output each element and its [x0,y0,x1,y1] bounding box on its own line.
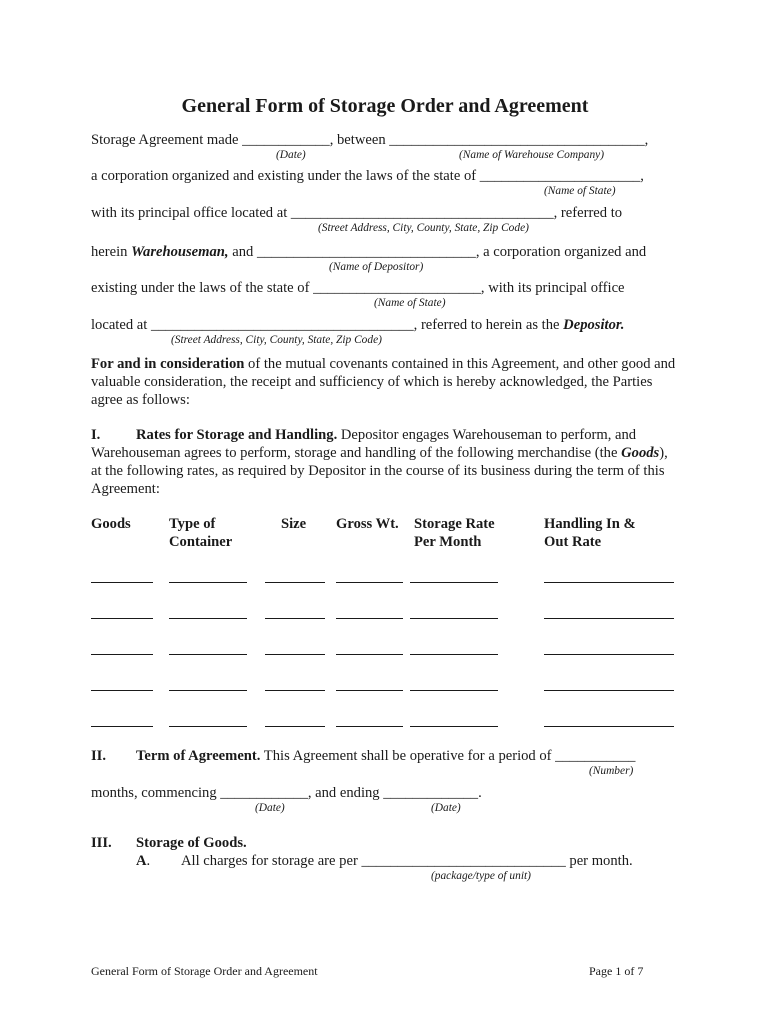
warehouseman-term: Warehouseman, [131,244,229,260]
intro-line-4 [91,243,646,261]
blank-line[interactable] [91,690,153,691]
section-1-paragraph [91,426,681,498]
blank-line[interactable] [410,726,498,727]
caption-address: (Street Address, City, County, State, Zip Code) [318,222,529,234]
blank-line[interactable] [169,654,247,655]
blank-line[interactable] [336,618,403,619]
section-3-number: III. [91,835,112,851]
col-header-storage-rate-l2: Per Month [414,534,482,550]
col-header-container-l2: Container [169,534,233,550]
caption-state-2: (Name of State) [374,297,446,309]
blank-line[interactable] [169,726,247,727]
blank-line[interactable] [91,582,153,583]
col-header-storage-rate-l1: Storage Rate [414,516,495,532]
blank-line[interactable] [265,582,325,583]
blank-line[interactable] [544,654,674,655]
blank-line[interactable] [410,582,498,583]
goods-term: Goods [621,445,660,461]
col-header-size [281,515,306,533]
section-2-line-1 [136,747,635,765]
consideration-text: of the mutual covenants contained in this Agreement, and other good and valuable consideration, the receipt and sufficiency of which is hereby acknowledged, the Parties agree as follows: [91,356,676,408]
blank-line[interactable] [410,654,498,655]
document-title: General Form of Storage Order and Agreement [181,95,589,117]
caption-date: (Date) [276,149,306,161]
section-2-heading: Term of Agreement. [136,748,261,764]
caption-address-2: (Street Address, City, County, State, Zip Code) [171,334,382,346]
blank-line[interactable] [544,582,674,583]
depositor-term: Depositor. [563,317,625,333]
blank-line[interactable] [265,726,325,727]
blank-line[interactable] [265,618,325,619]
caption-depositor: (Name of Depositor) [329,261,424,273]
section-1-text-b: ), at the following rates, as required by Depositor in the course of its business during the term of this Agreement: [91,445,668,497]
blank-line[interactable] [91,618,153,619]
blank-line[interactable] [265,690,325,691]
blank-line[interactable] [336,726,403,727]
blank-line[interactable] [336,654,403,655]
col-header-goods-l1: Goods [91,516,131,532]
intro-line-2: a corporation organized and existing under the laws of the state of ______________________, [91,168,644,184]
footer-page-number: Page 1 of 7 [589,964,644,978]
blank-line[interactable] [544,618,674,619]
intro-line-5: existing under the laws of the state of _______________________, with its principal office [91,280,625,296]
intro-line-6 [91,316,624,334]
blank-line[interactable] [544,726,674,727]
section-1-heading: Rates for Storage and Handling. [136,427,338,443]
intro-line-3: with its principal office located at ____________________________________, referred to [91,205,623,221]
blank-line[interactable] [410,690,498,691]
section-2-line-2: months, commencing ____________, and ending _____________. [91,785,482,801]
consideration-bold: For and in consideration [91,356,245,372]
blank-line[interactable] [410,618,498,619]
section-2-text: This Agreement shall be operative for a period of ___________ [260,748,636,764]
col-header-container [169,515,232,551]
col-header-handling-l1: Handling In & [544,516,636,532]
section-2-number: II. [91,748,107,764]
blank-line[interactable] [91,726,153,727]
blank-line[interactable] [169,690,247,691]
caption-date-end: (Date) [431,802,461,814]
intro-line-4-a: herein [91,244,132,260]
blank-line[interactable] [169,618,247,619]
section-1-text-a: Depositor engages Warehouseman to perform, and Warehouseman agrees to perform, storage and handling of the following merchandise (the [91,427,637,461]
blank-line[interactable] [169,582,247,583]
section-3-item-a-label: A. [136,853,151,869]
footer-title: General Form of Storage Order and Agreement [91,964,318,978]
col-header-handling [544,515,636,551]
col-header-gross-wt-l1: Gross Wt. [336,516,399,532]
blank-line[interactable] [336,582,403,583]
section-1-number: I. [91,427,101,443]
section-3-item-a-text: All charges for storage are per ____________________________ per month. [181,853,633,869]
caption-state: (Name of State) [544,185,616,197]
caption-warehouse: (Name of Warehouse Company) [459,149,605,161]
consideration-paragraph [91,355,681,409]
intro-line-1: Storage Agreement made ____________, between ___________________________________, [91,132,649,148]
col-header-container-l1: Type of [169,516,216,532]
col-header-size-l1: Size [281,516,307,532]
intro-line-6-a: located at ____________________________________, referred to herein as the [91,317,564,333]
caption-date-start: (Date) [255,802,285,814]
blank-line[interactable] [336,690,403,691]
section-3-heading: Storage of Goods. [136,835,247,851]
blank-line[interactable] [544,690,674,691]
col-header-handling-l2: Out Rate [544,534,602,550]
caption-number: (Number) [589,765,634,777]
caption-unit: (package/type of unit) [431,870,531,882]
col-header-goods [91,515,131,533]
col-header-gross-wt [336,515,399,533]
item-a-letter: A [136,853,147,869]
blank-line[interactable] [265,654,325,655]
blank-line[interactable] [91,654,153,655]
intro-line-4-c: and ______________________________, a corporation organized and [228,244,647,260]
col-header-storage-rate [414,515,495,551]
